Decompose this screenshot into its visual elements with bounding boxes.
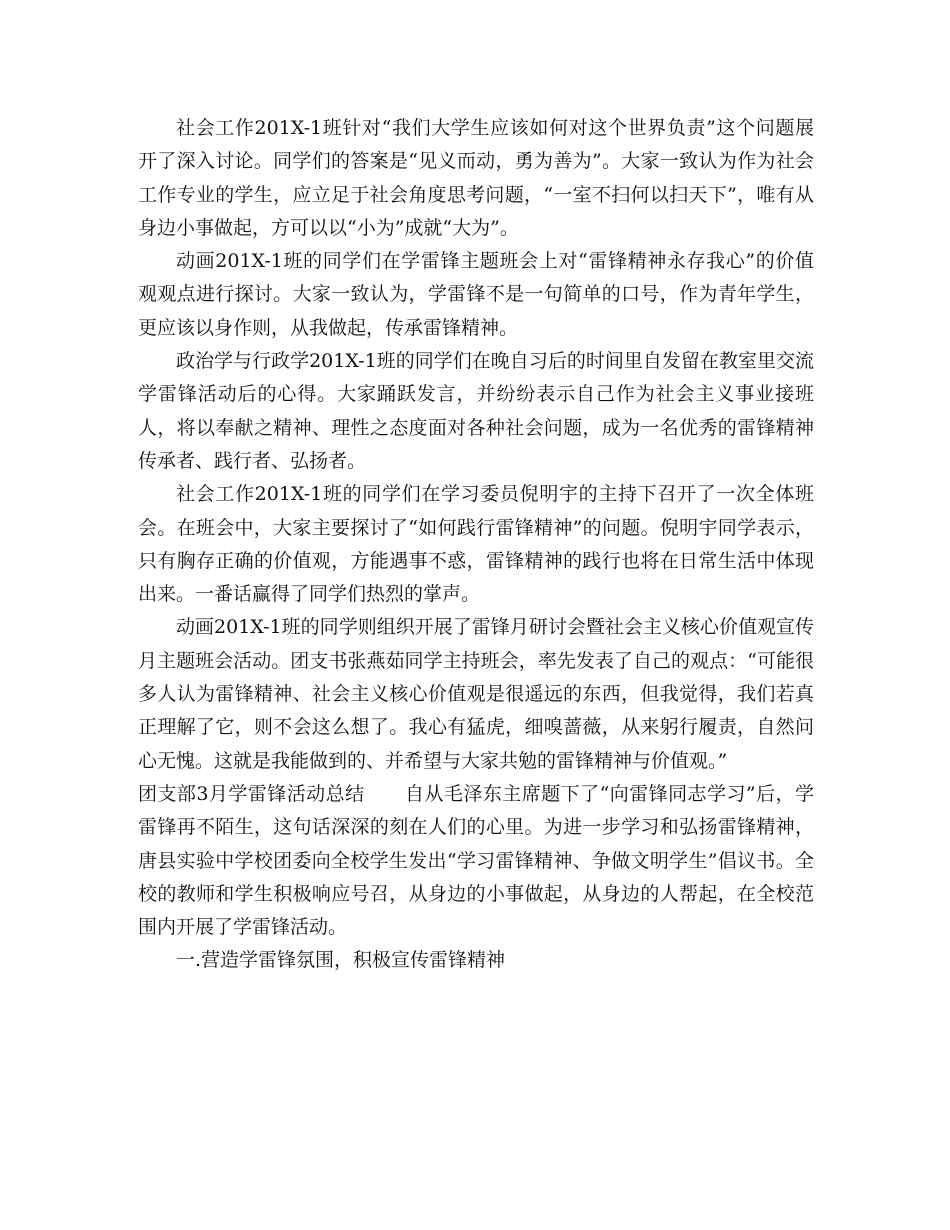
paragraph-politics-class-exchange: 政治学与行政学201X-1班的同学们在晚自习后的时间里自发留在教室里交流学雷锋活动后的心得。大家踊跃发言，并纷纷表示自己作为社会主义事业接班人，将以奉献之精神、理性之态度面对各种社会问题，成为一名优秀的雷锋精神传承者、践行者、弘扬者。 — [138, 350, 814, 472]
paragraph-animation-seminar: 动画201X-1班的同学则组织开展了雷锋月研讨会暨社会主义核心价值观宣传月主题班会活动。团支书张燕茹同学主持班会，率先发表了自己的观点：“可能很多人认为雷锋精神、社会主义核心价值观是很遥远的东西，但我觉得，我们若真正理解了它，则不会这么想了。我心有猛虎，细嗅蔷薇，从来躬行履责，自然问心无愧。这就是我能做到的、并希望与大家共勉的雷锋精神与价值观。” — [138, 616, 814, 772]
paragraph-animation-class-meeting: 动画201X-1班的同学们在学雷锋主题班会上对“雷锋精神永存我心”的价值观观点进行探讨。大家一致认为，学雷锋不是一句简单的口号，作为青年学生，更应该以身作则，从我做起，传承雷锋精神。 — [138, 250, 814, 339]
summary-body: 自从毛泽东主席题下了“向雷锋同志学习”后，学雷锋再不陌生，这句话深深的刻在人们的心里。为进一步学习和弘扬雷锋精神，唐县实验中学校团委向全校学生发出“学习雷锋精神、争做文明学生”倡议书。全校的教师和学生积极响应号召，从身边的小事做起，从身边的人帮起，在全校范围内开展了学雷锋活动。 — [138, 782, 814, 939]
document-body — [138, 112, 814, 978]
paragraph-social-work-class-meeting: 社会工作201X-1班的同学们在学习委员倪明宇的主持下召开了一次全体班会。在班会中，大家主要探讨了“如何践行雷锋精神”的问题。倪明宇同学表示，只有胸存正确的价值观，方能遇事不惑，雷锋精神的践行也将在日常生活中体现出来。一番话赢得了同学们热烈的掌声。 — [138, 483, 814, 606]
paragraph-summary — [138, 778, 814, 944]
section-heading: 一.营造学雷锋氛围，积极宣传雷锋精神 — [176, 949, 506, 972]
summary-title: 团支部3月学雷锋活动总结 — [138, 782, 365, 805]
paragraph-social-work-discussion: 社会工作201X-1班针对“我们大学生应该如何对这个世界负责”这个问题展开了深入讨论。同学们的答案是“见义而动，勇为善为”。大家一致认为作为社会工作专业的学生，应立足于社会角度思考问题，“一室不扫何以扫天下”，唯有从身边小事做起，方可以以“小为”成就“大为”。 — [138, 117, 814, 239]
